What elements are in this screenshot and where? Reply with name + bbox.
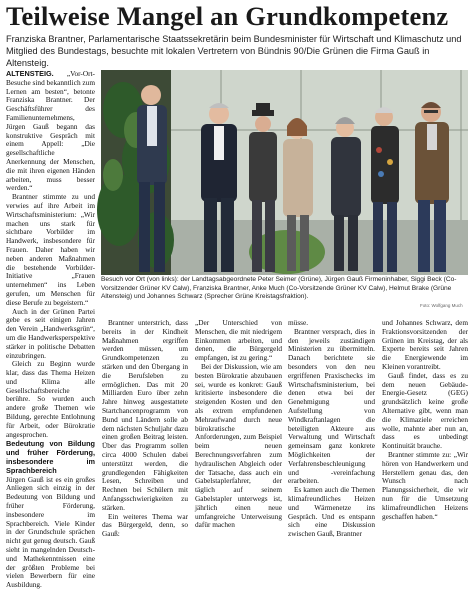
- subheading: Bedeutung von Bildung und früher Förderung, insbesondere im Sprachbereich: [6, 439, 95, 475]
- paragraph: Brantner stimmte zu: „Wir hören von Handwerkern und Herstellern genau das, den Wunsch nach Planungssicherheit, die wir nun für die Umsetzung klimafreundlichen Heizens geschaffen haben.“: [382, 449, 468, 521]
- photo-credit: Foto: Wolfgang Much: [420, 303, 463, 308]
- article-column-2: [102, 318, 188, 539]
- paragraph: Es kamen auch die Themen klimafreundliches Heizen und Wärmenetze ins Gespräch. Und es entspann sich eine Diskussion zwischen Gauß, Brantner: [288, 485, 375, 539]
- article-lead: Franziska Brantner, Parlamentarische Staatssekretärin beim Bundesminister für Wirtschaft und Klimaschutz und Mitglied des Bundestags, besuchte mit lokalen Vertretern von Bündnis 90/Die Grünen die Firma Gauß in Altensteig.: [6, 34, 462, 68]
- paragraph: [6, 70, 95, 193]
- article-column-1: [6, 69, 95, 590]
- paragraph: Gleich zu Beginn wurde klar, dass das Thema Heizen und Klima alle Gesellschaftsbereiche berühre. So wurden auch andere große Themen wie Bildung, gerechte Entlohnung für Arbeit, oder Bürokratie angesprochen.: [6, 359, 95, 439]
- photo-illustration: [101, 70, 468, 275]
- paragraph: Auch in der Grünen Partei gebe es seit einigen Jahren den Verein „Handwerksgrün“, um die Handwerksperspektive stärker in politische Debatten einzubringen.: [6, 306, 95, 360]
- paragraph: Jürgen Gauß ist es ein großes Anliegen sich einzig in der Bedeutung von Bildung und früher Förderung, insbesondere im Sprachbereich. Viele Kinder in der Grundschule sprächen nicht gut genug deutsch. Gauß sieht in mangelnden Deutsch- und Mathekenntnissen eine der größten Probleme bei vielen Bewerbern für eine Ausbildung.: [6, 474, 95, 590]
- dateline: ALTENSTEIG.: [6, 69, 54, 78]
- article-headline: Teilweise Mangel an Grundkompetenz: [6, 1, 449, 31]
- paragraph: „Der Unterschied von Menschen, die mit niedrigem Einkommen arbeiten, und denen, die Bürgergeld empfangen, ist zu gering.“: [195, 318, 282, 363]
- paragraph: Bei der Diskussion, wie am besten Bürokratie abzubauen sei, wurde es konkret: Gauß kritisierte insbesondere die steigenden Kosten und den als extrem empfundenen Mehraufwand durch neue bürokratische Anforderungen, zum Beispiel beim neuen Berechnungsverfahren zum hydraulischen Abgleich oder der Tatsache, dass auch ein Gabelstaplerfahrer, der täglich auf seinem Gabelstapler unterwegs ist, jährlich einen neue umfangreiche Unterweisung dafür machen: [195, 361, 282, 530]
- article-column-3: [195, 318, 282, 530]
- paragraph: Gauß findet, dass es zu dem neuen Gebäude-Energie-Gesetz (GEG) grundsätzlich keine große Alternative gibt, wenn man die Klimaziele erreichen wolle, mahnte aber nun an, dass es unbedingt Kontinuität brauche.: [382, 370, 468, 451]
- article-column-5: [382, 318, 468, 521]
- photo-caption: Besuch vor Ort (von links): der Landtagsabgeordnete Peter Seimer (Grüne), Jürgen Gauß Firmeninhaber, Siggi Beck (Co-Vorsitzender Grüner KV Calw), Franziska Brantner, Anke Much (Co-Vorsitzende Grüner KV Calw), Helmut Brake (Grüne Altensteig) und Johannes Schwarz (Sprecher Grüne Kreistagsfraktion).: [101, 276, 457, 301]
- article-column-4: [288, 318, 375, 539]
- paragraph: Brantner versprach, dies in den jeweils zuständigen Ministerien zu übermitteln. Danach berichtete sie besonders von den neu ergriffenen Praxischecks im Wirtschaftsministerium, bei denen etwa bei der Genehmigung und Aufstellung von Windkraftanlagen die beteiligten Akteure aus Verwaltung und Wirtschaft gemeinsam ganz konkrete Möglichkeiten der Verfahrensbeschleunigung und -vereinfachung erarbeiten.: [288, 326, 375, 486]
- paragraph: und Johannes Schwarz, dem Fraktionsvorsitzenden der Grünen im Kreistag, der als Experte bereits seit Jahren die Energiewende im Kleinen vorantreibt.: [382, 318, 468, 371]
- paragraph: müsse.: [288, 318, 309, 327]
- paragraph-text: „Vor-Ort-Besuche sind bekanntlich zum Lernen am besten“, betonte Franziska Brantner. Der Geschäftsführer des Familienunternehmens, Jürgen Gauß begann das konstruktive Gespräch mit einem Appell: „Die gesellschaftliche Anerkennung der Menschen, die mit ihren eigenen Händen arbeiten, muss besser werden.“: [6, 69, 95, 193]
- paragraph: Ein weiteres Thema war das Bürgergeld, denn, so Gauß:: [102, 511, 188, 539]
- group-photo: [101, 70, 468, 275]
- paragraph: Brantner unterstrich, dass bereits in der Kindheit Maßnahmen ergriffen werden müssen, um Grundkompetenzen zu stärken und den Übergang in die Berufsleben zu ermöglichen. Das mit 20 Milliarden Euro über zehn Jahre hinweg ausgestattete Startchancenprogramm von Bund und Ländern solle ab dem nächsten Schuljahr dazu einen großen Beitrag leisten. Über das Programm sollen circa 4000 Schulen dabei unterstützt werden, die grundlegenden Fähigkeiten Lesen, Schreiben und Rechnen bei Schülern mit Anfangsschwierigkeiten zu stärken.: [102, 318, 188, 512]
- paragraph: Brantner stimmte zu und verwies auf ihre Arbeit im Wirtschaftsministerium: „Wir machen uns stark für sichtbare Vorbilder im Handwerk, insbesondere für Frauen. Daher haben wir neben anderen Maßnahmen die bestehende Vorbilder-Initiative „Frauen unternehmen“ ins Leben gerufen, um Menschen für diese Berufe zu begeistern.“: [6, 192, 95, 307]
